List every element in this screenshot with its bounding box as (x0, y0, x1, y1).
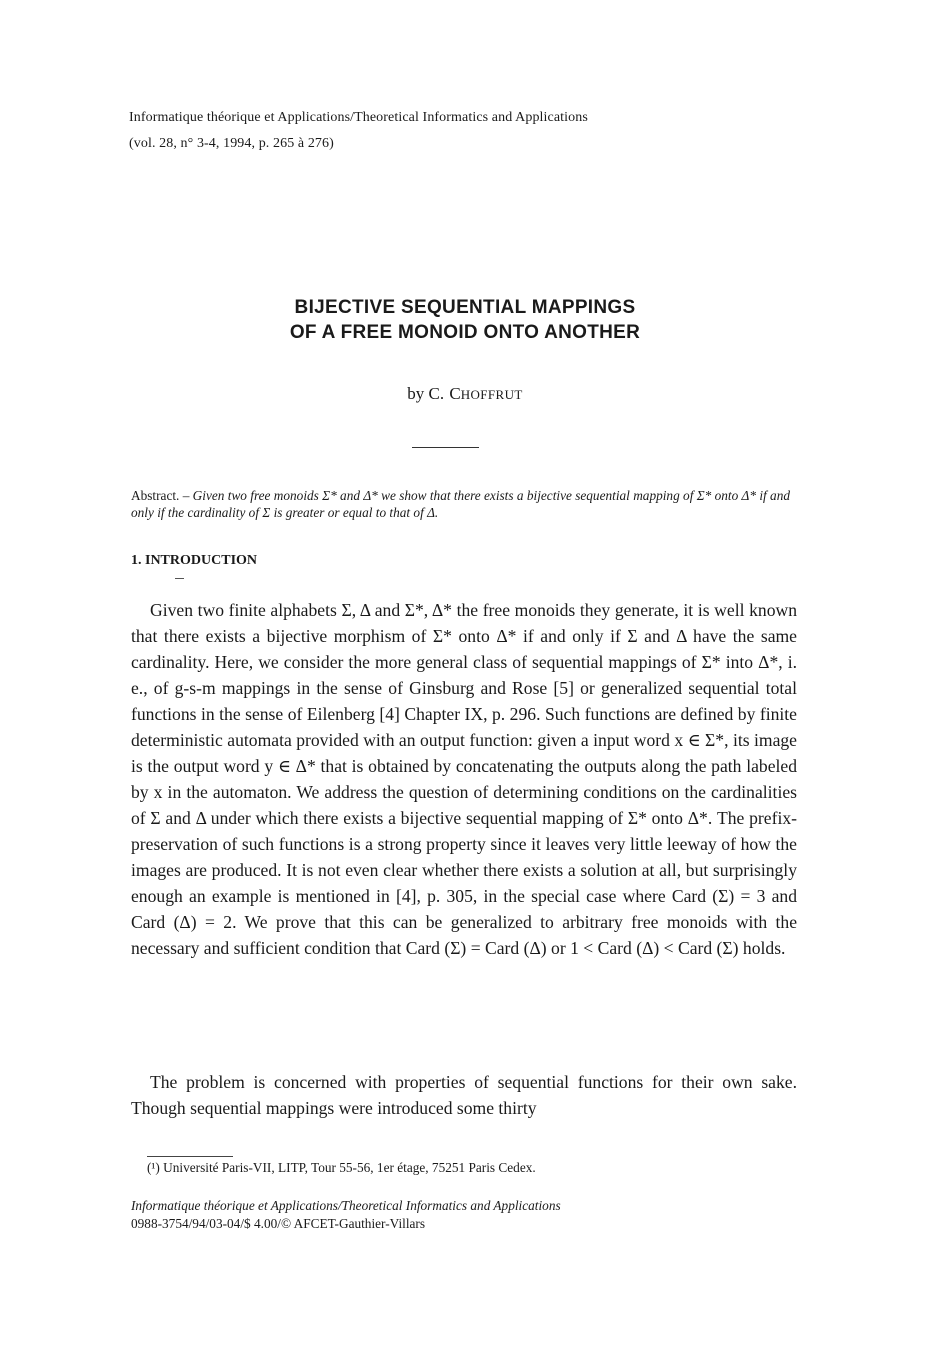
journal-name: Informatique théorique et Applications/Theoretical Informatics and Applications (129, 110, 588, 125)
footnote-marker: (¹) (147, 1160, 160, 1175)
abstract-text: Given two free monoids Σ* and Δ* we show that there exists a bijective sequential mapping of Σ* onto Δ* if and only if the cardinality of Σ is greater or equal to that of Δ. (131, 488, 790, 520)
author-surname: HOFFRUT (460, 387, 523, 402)
author-initial: C (449, 384, 461, 403)
body-paragraph-2 (131, 1069, 797, 1121)
paragraph-text: The problem is concerned with properties of sequential functions for their own sake. Though sequential mappings were introduced some thirty (131, 1072, 797, 1118)
paper-title-line-2: OF A FREE MONOID ONTO ANOTHER (289, 322, 641, 343)
stray-mark (175, 578, 184, 579)
paper-title-line-1: BIJECTIVE SEQUENTIAL MAPPINGS (294, 297, 636, 318)
paragraph-text: Given two finite alphabets Σ, Δ and Σ*, Δ* the free monoids they generate, it is well known that there exists a bijective morphism of Σ* onto Δ* if and only if Σ and Δ have the same cardinality. Here, we consider the more general class of sequential mappings of Σ* into Δ*, i. e., of g-s-m mappings in the sense of Ginsburg and Rose [5] or generalized sequential total functions in the sense of Eilenberg [4] Chapter IX, p. 296. Such functions are defined by finite deterministic automata provided with an output function: given a input word x ∈ Σ*, its image is the output word y ∈ Δ* that is obtained by concatenating the outputs along the path labeled by x in the automaton. We address the question of determining conditions on the cardinalities of Σ and Δ under which there exists a bijective sequential mapping of Σ* onto Δ*. The prefix-preservation of such functions is a strong property since it leaves very little leeway of how the images are produced. It is not even clear whether there exists a solution at all, but surprisingly enough an example is mentioned in [4], p. 305, in the special case where Card (Σ) = 3 and Card (Δ) = 2. We prove that this can be generalized to arbitrary free monoids with the necessary and sufficient condition that Card (Σ) = Card (Δ) or 1 < Card (Δ) < Card (Σ) holds. (131, 600, 797, 958)
abstract-label: Abstract. – (131, 488, 190, 503)
author-byline (0, 384, 930, 404)
footnote-text: Université Paris-VII, LITP, Tour 55-56, 1er étage, 75251 Paris Cedex. (163, 1160, 536, 1175)
footnote (147, 1160, 536, 1176)
abstract (131, 487, 801, 521)
section-heading: 1. INTRODUCTION (131, 553, 258, 568)
footer-journal: Informatique théorique et Applications/Theoretical Informatics and Applications (131, 1198, 561, 1213)
title-separator-rule (412, 447, 479, 448)
body-paragraph-1 (131, 597, 797, 961)
journal-volume: (vol. 28, n° 3-4, 1994, p. 265 à 276) (129, 136, 334, 151)
footer-issn: 0988-3754/94/03-04/$ 4.00/© AFCET-Gauthier-Villars (131, 1216, 426, 1231)
footnote-rule (147, 1156, 233, 1157)
author-prefix: by C. (407, 384, 445, 403)
